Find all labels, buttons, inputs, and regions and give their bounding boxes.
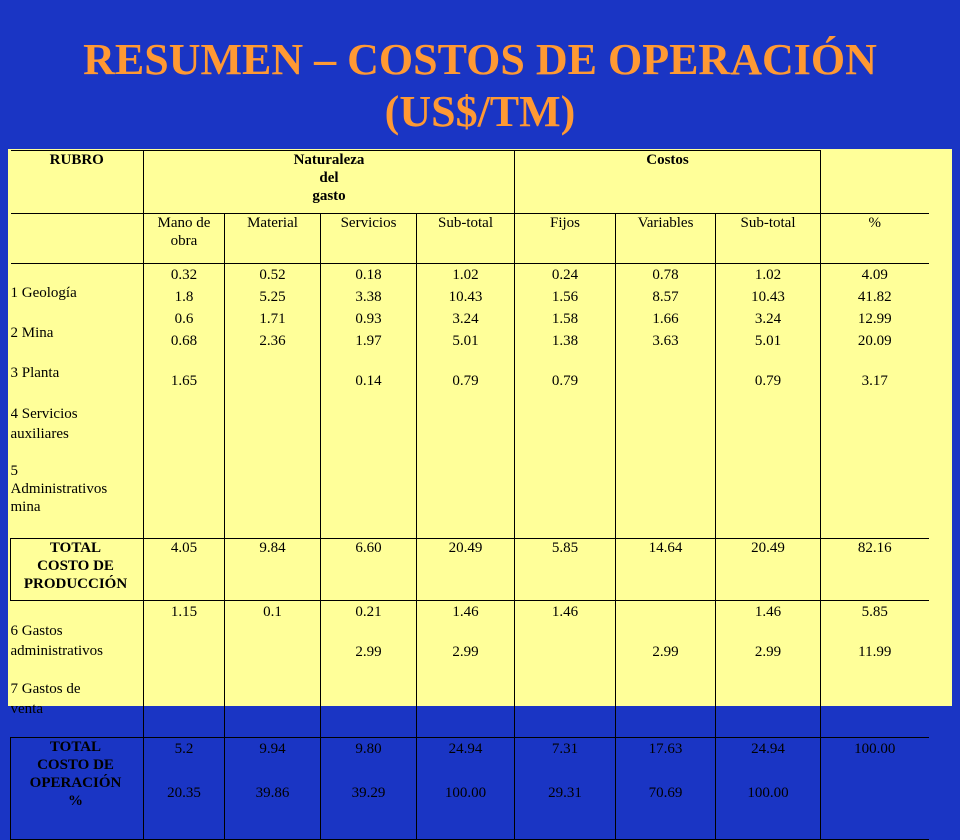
total-operacion-label: TOTAL COSTO DE OPERACIÓN % xyxy=(11,738,144,840)
cell-variables: 0.78 8.57 1.66 3.63 xyxy=(616,264,716,539)
total-operacion-cell: 100.00 xyxy=(821,738,929,840)
slide-title xyxy=(0,34,960,138)
title-line-2: (US$/TM) xyxy=(384,87,576,136)
rubro-label: 1 Geología xyxy=(10,285,77,301)
header-row-groups xyxy=(11,151,929,214)
total-produccion-value: 9.84 xyxy=(225,539,321,601)
col-fijos: Fijos xyxy=(515,214,616,264)
total-produccion-value: 14.64 xyxy=(616,539,716,601)
cell-material: 0.1 xyxy=(225,601,321,738)
rubro-label: 4 Servicios auxiliares xyxy=(10,406,78,442)
col-material: Material xyxy=(225,214,321,264)
total-produccion-value: 20.49 xyxy=(716,539,821,601)
cell-servicios: 0.18 3.38 0.93 1.97 0.14 xyxy=(321,264,417,539)
header-rubro-empty xyxy=(11,214,144,264)
total-produccion-value: 82.16 xyxy=(821,539,929,601)
cost-summary-table xyxy=(10,150,929,840)
table-row-total-operacion xyxy=(11,738,929,840)
total-produccion-value: 4.05 xyxy=(144,539,225,601)
col-subtotal-naturaleza: Sub-total xyxy=(417,214,515,264)
rubro-label: 6 Gastos administrativos xyxy=(10,623,103,659)
total-operacion-cell: 24.94 100.00 xyxy=(417,738,515,840)
rubro-label: 7 Gastos de venta xyxy=(10,681,81,717)
cell-material: 0.52 5.25 1.71 2.36 xyxy=(225,264,321,539)
rubro-label: 2 Mina xyxy=(10,325,54,341)
rubro-label: 5 Administrativos mina xyxy=(10,463,108,515)
cell-servicios: 0.21 2.99 xyxy=(321,601,417,738)
total-operacion-cell: 17.63 70.69 xyxy=(616,738,716,840)
total-operacion-cell: 9.94 39.86 xyxy=(225,738,321,840)
cell-fijos: 1.46 xyxy=(515,601,616,738)
cell-subtotal: 1.02 10.43 3.24 5.01 0.79 xyxy=(417,264,515,539)
col-servicios: Servicios xyxy=(321,214,417,264)
header-rubro: RUBRO xyxy=(11,151,144,214)
rubro-label: 3 Planta xyxy=(10,365,60,381)
header-empty xyxy=(821,151,929,214)
cell-subtotal: 1.46 2.99 xyxy=(417,601,515,738)
col-subtotal-costos: Sub-total xyxy=(716,214,821,264)
table-row-rubros-otros xyxy=(11,601,929,738)
cell-subtotal-costos: 1.46 2.99 xyxy=(716,601,821,738)
header-naturaleza: Naturaleza del gasto xyxy=(144,151,515,214)
rubro-labels-otros xyxy=(11,601,144,738)
header-costos: Costos xyxy=(515,151,821,214)
total-operacion-cell: 7.31 29.31 xyxy=(515,738,616,840)
total-produccion-value: 6.60 xyxy=(321,539,417,601)
col-mano-de-obra: Mano de obra xyxy=(144,214,225,264)
cell-mano: 1.15 xyxy=(144,601,225,738)
header-row-columns xyxy=(11,214,929,264)
table-row-rubros-produccion xyxy=(11,264,929,539)
total-operacion-cell: 24.94 100.00 xyxy=(716,738,821,840)
cell-percent: 5.85 11.99 xyxy=(821,601,929,738)
cell-fijos: 0.24 1.56 1.58 1.38 0.79 xyxy=(515,264,616,539)
total-produccion-value: 20.49 xyxy=(417,539,515,601)
cell-variables: 2.99 xyxy=(616,601,716,738)
cell-percent: 4.09 41.82 12.99 20.09 3.17 xyxy=(821,264,929,539)
cell-subtotal-costos: 1.02 10.43 3.24 5.01 0.79 xyxy=(716,264,821,539)
rubro-labels xyxy=(11,264,144,539)
total-produccion-label: TOTAL COSTO DE PRODUCCIÓN xyxy=(11,539,144,601)
col-variables: Variables xyxy=(616,214,716,264)
total-produccion-value: 5.85 xyxy=(515,539,616,601)
cell-mano: 0.32 1.8 0.6 0.68 1.65 xyxy=(144,264,225,539)
col-percent: % xyxy=(821,214,929,264)
total-operacion-cell: 9.80 39.29 xyxy=(321,738,417,840)
total-operacion-cell: 5.2 20.35 xyxy=(144,738,225,840)
table-row-total-produccion xyxy=(11,539,929,601)
title-line-1: RESUMEN – COSTOS DE OPERACIÓN xyxy=(83,35,877,84)
